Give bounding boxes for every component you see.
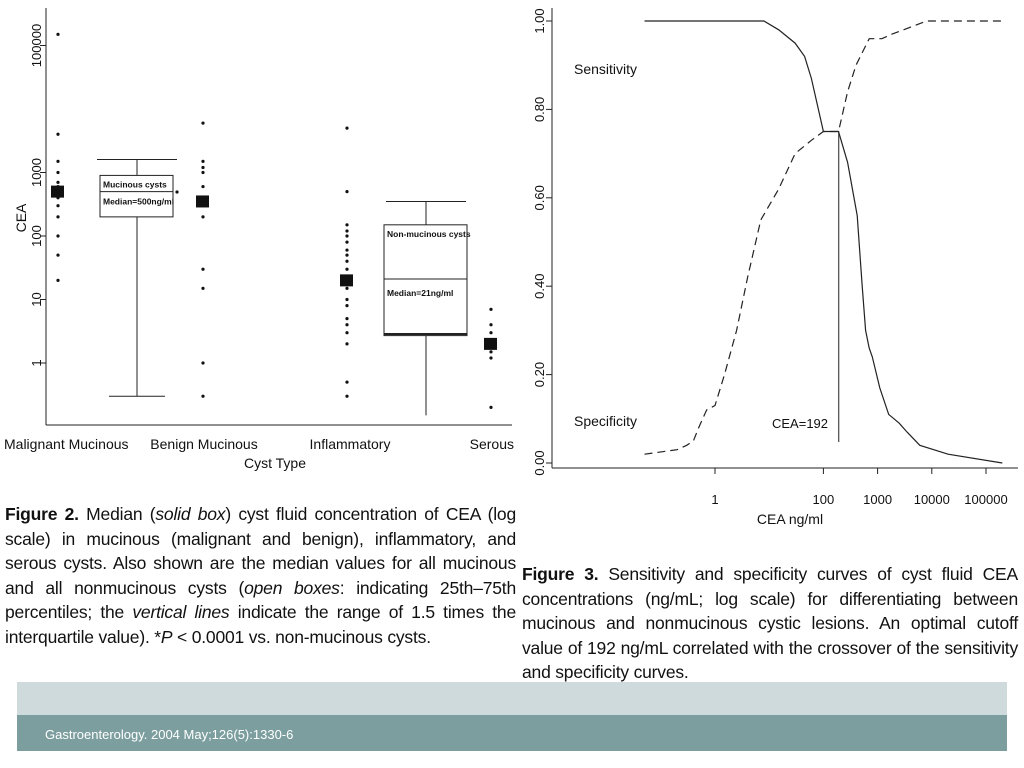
x-category-label: Inflammatory	[309, 436, 391, 452]
y-tick-label: 0.00	[532, 450, 547, 476]
figure-3-y-ticks	[532, 8, 552, 475]
median-marker	[51, 186, 64, 198]
summary-box	[97, 160, 177, 397]
data-point	[489, 356, 492, 359]
data-point	[345, 323, 348, 326]
box-title: Non-mucinous cysts	[387, 228, 471, 239]
data-point	[345, 395, 348, 398]
figure-2-y-axis-label: CEA	[13, 203, 29, 233]
data-point	[345, 287, 348, 290]
x-tick-label: 10000	[913, 492, 950, 507]
data-point	[489, 323, 492, 326]
data-point	[201, 287, 204, 290]
data-point	[345, 229, 348, 232]
data-point	[56, 204, 59, 207]
caption-italic: open boxes	[244, 577, 340, 598]
data-point	[56, 254, 59, 257]
data-point	[345, 254, 348, 257]
data-point	[345, 298, 348, 301]
y-tick-label: 1	[29, 359, 44, 367]
figure-2-caption-label: Figure 2.	[5, 504, 79, 524]
data-point	[56, 133, 59, 136]
data-point	[201, 121, 204, 124]
data-point	[345, 190, 348, 193]
y-tick-label: 100000	[29, 23, 44, 68]
median-marker	[196, 195, 209, 207]
data-point	[345, 331, 348, 334]
figure-3-labels	[574, 61, 828, 431]
y-tick-label: 100	[29, 225, 44, 247]
caption-text: < 0.0001 vs. non-mucinous cysts.	[172, 626, 431, 647]
figure-2-points	[56, 33, 492, 409]
x-category-label: Benign Mucinous	[150, 436, 258, 452]
iqr-box	[384, 225, 467, 336]
data-point	[345, 248, 348, 251]
box-title: Mucinous cysts	[103, 179, 167, 190]
caption-italic: vertical lines	[132, 602, 230, 622]
data-point	[56, 171, 59, 174]
specificity-label: Specificity	[574, 413, 638, 429]
figure-2-boxes	[97, 160, 471, 416]
figure-3-caption	[522, 562, 1018, 685]
data-point	[345, 260, 348, 263]
data-point	[489, 350, 492, 353]
y-tick-label: 1000	[29, 158, 44, 187]
data-point	[201, 171, 204, 174]
data-point	[345, 342, 348, 345]
x-tick-label: 1	[711, 492, 719, 507]
caption-text: Median (	[78, 504, 156, 524]
y-tick-label: 0.60	[532, 185, 547, 211]
data-point	[201, 215, 204, 218]
y-tick-label: 10	[29, 292, 44, 307]
box-median-label: Median=500ng/ml	[103, 196, 175, 207]
x-category-label: Serous	[469, 436, 514, 452]
sensitivity-curve	[645, 21, 1003, 463]
caption-text: ) cyst fluid concentration of CEA (log scale) in mucinous (malignant and benign), inflammatory, and serous cysts. Also shown are the median values for all mucinous and all nonmucinous cysts (	[5, 504, 516, 598]
data-point	[201, 268, 204, 271]
data-point	[201, 185, 204, 188]
source-citation: Gastroenterology. 2004 May;126(5):1330-6	[45, 727, 294, 742]
data-point	[345, 381, 348, 384]
data-point	[345, 223, 348, 226]
data-point	[345, 304, 348, 307]
x-tick-label: 100	[812, 492, 835, 507]
figure-3-x-axis-label: CEA ng/ml	[756, 511, 824, 527]
median-marker	[484, 338, 497, 350]
data-point	[345, 127, 348, 130]
data-point	[489, 331, 492, 334]
data-point	[345, 234, 348, 237]
data-point	[489, 308, 492, 311]
x-tick-label: 100000	[964, 492, 1008, 507]
figure-2-y-ticks	[29, 24, 46, 367]
figure-2-x-axis-label: Cyst Type	[244, 455, 306, 471]
caption-italic: P	[160, 626, 173, 647]
y-tick-label: 0.40	[532, 273, 547, 299]
data-point	[56, 160, 59, 163]
caption-text: indicate the range of 1.5 times the interquartile value). *	[5, 602, 516, 647]
figure-3-chart	[514, 0, 1024, 540]
data-point	[201, 160, 204, 163]
figure-2-x-labels	[4, 436, 514, 452]
data-point	[201, 166, 204, 169]
caption-text: Sensitivity and specificity curves of cyst fluid CEA concentrations (ng/mL; log scale) for differentiating between mucinous and nonmucinous cystic lesions. An optimal cutoff value of 192 ng/mL correlated with the crossover of the sensitivity and specificity curves.	[522, 564, 1018, 682]
data-point	[175, 190, 178, 193]
data-point	[489, 406, 492, 409]
specificity-curve	[645, 21, 1003, 454]
data-point	[56, 279, 59, 282]
y-tick-label: 0.80	[532, 96, 547, 123]
caption-italic: solid box	[155, 504, 226, 524]
figure-2-chart	[0, 0, 514, 500]
caption-text: : indicating 25th–75th percentiles; the	[5, 577, 516, 622]
box-median-label: Median=21ng/ml	[387, 288, 454, 299]
figure-3-x-ticks	[711, 468, 1007, 507]
x-tick-label: 1000	[863, 492, 893, 507]
cutoff-annotation: CEA=192	[772, 416, 829, 431]
y-tick-label: 0.20	[532, 361, 547, 388]
figure-3-caption-label: Figure 3.	[522, 564, 599, 584]
x-category-label: Malignant Mucinous	[4, 436, 129, 452]
data-point	[56, 234, 59, 237]
figure-3-axes	[552, 8, 1018, 468]
data-point	[345, 268, 348, 271]
sensitivity-label: Sensitivity	[574, 61, 638, 77]
data-point	[56, 33, 59, 36]
data-point	[201, 395, 204, 398]
data-point	[345, 317, 348, 320]
data-point	[56, 181, 59, 184]
figure-2-caption	[5, 502, 516, 649]
footer-band-light	[17, 682, 1007, 715]
figure-3-lines	[645, 21, 1003, 463]
median-marker	[340, 274, 353, 286]
data-point	[56, 215, 59, 218]
data-point	[345, 241, 348, 244]
y-tick-label: 1.00	[532, 8, 547, 34]
summary-box	[384, 201, 471, 415]
data-point	[201, 361, 204, 364]
